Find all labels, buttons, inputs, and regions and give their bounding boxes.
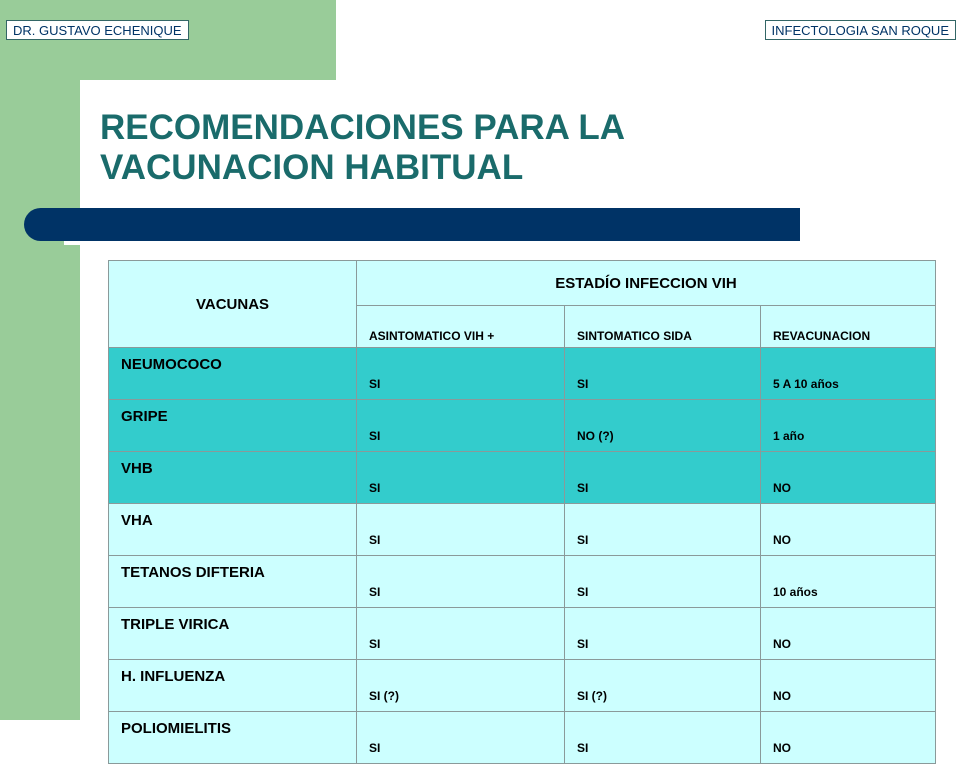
table-row <box>109 608 936 660</box>
cell-sintomatico: NO (?) <box>565 400 761 452</box>
cell-revacunacion: NO <box>761 504 936 556</box>
author-label: DR. GUSTAVO ECHENIQUE <box>6 20 189 40</box>
cell-revacunacion: NO <box>761 712 936 764</box>
table-row <box>109 348 936 400</box>
table-row <box>109 452 936 504</box>
table-row <box>109 504 936 556</box>
slide-title-line2: VACUNACION HABITUAL <box>100 148 524 187</box>
vaccine-name: NEUMOCOCO <box>109 348 357 400</box>
table-row <box>109 712 936 764</box>
cell-asintomatico: SI <box>357 400 565 452</box>
slide-title <box>100 108 625 188</box>
header-sintomatico: SINTOMATICO SIDA <box>565 306 761 348</box>
header-estadio: ESTADÍO INFECCION VIH <box>357 261 936 306</box>
table-row <box>109 660 936 712</box>
cell-revacunacion: NO <box>761 660 936 712</box>
cell-revacunacion: NO <box>761 452 936 504</box>
vaccine-name: H. INFLUENZA <box>109 660 357 712</box>
cell-revacunacion: NO <box>761 608 936 660</box>
table-row <box>109 556 936 608</box>
cell-asintomatico: SI <box>357 452 565 504</box>
green-sidebar <box>0 0 80 720</box>
cell-revacunacion: 5 A 10 años <box>761 348 936 400</box>
cell-asintomatico: SI <box>357 608 565 660</box>
header-vacunas: VACUNAS <box>109 261 357 348</box>
vaccine-name: GRIPE <box>109 400 357 452</box>
cell-asintomatico: SI <box>357 712 565 764</box>
cell-asintomatico: SI <box>357 556 565 608</box>
cell-asintomatico: SI <box>357 504 565 556</box>
cell-sintomatico: SI <box>565 712 761 764</box>
vaccine-name: TRIPLE VIRICA <box>109 608 357 660</box>
table-row <box>109 400 936 452</box>
cell-sintomatico: SI (?) <box>565 660 761 712</box>
cell-sintomatico: SI <box>565 556 761 608</box>
cell-asintomatico: SI (?) <box>357 660 565 712</box>
cell-sintomatico: SI <box>565 452 761 504</box>
cell-sintomatico: SI <box>565 608 761 660</box>
vaccine-name: TETANOS DIFTERIA <box>109 556 357 608</box>
cell-revacunacion: 10 años <box>761 556 936 608</box>
header-asintomatico: ASINTOMATICO VIH + <box>357 306 565 348</box>
institution-label: INFECTOLOGIA SAN ROQUE <box>765 20 956 40</box>
title-divider-bar <box>24 208 800 241</box>
vaccine-name: VHA <box>109 504 357 556</box>
vaccine-name: POLIOMIELITIS <box>109 712 357 764</box>
cell-asintomatico: SI <box>357 348 565 400</box>
slide-title-line1: RECOMENDACIONES PARA LA <box>100 108 626 147</box>
cell-sintomatico: SI <box>565 504 761 556</box>
header-revacunacion: REVACUNACION <box>761 306 936 348</box>
vaccination-table <box>108 260 936 764</box>
cell-revacunacion: 1 año <box>761 400 936 452</box>
vaccine-name: VHB <box>109 452 357 504</box>
cell-sintomatico: SI <box>565 348 761 400</box>
